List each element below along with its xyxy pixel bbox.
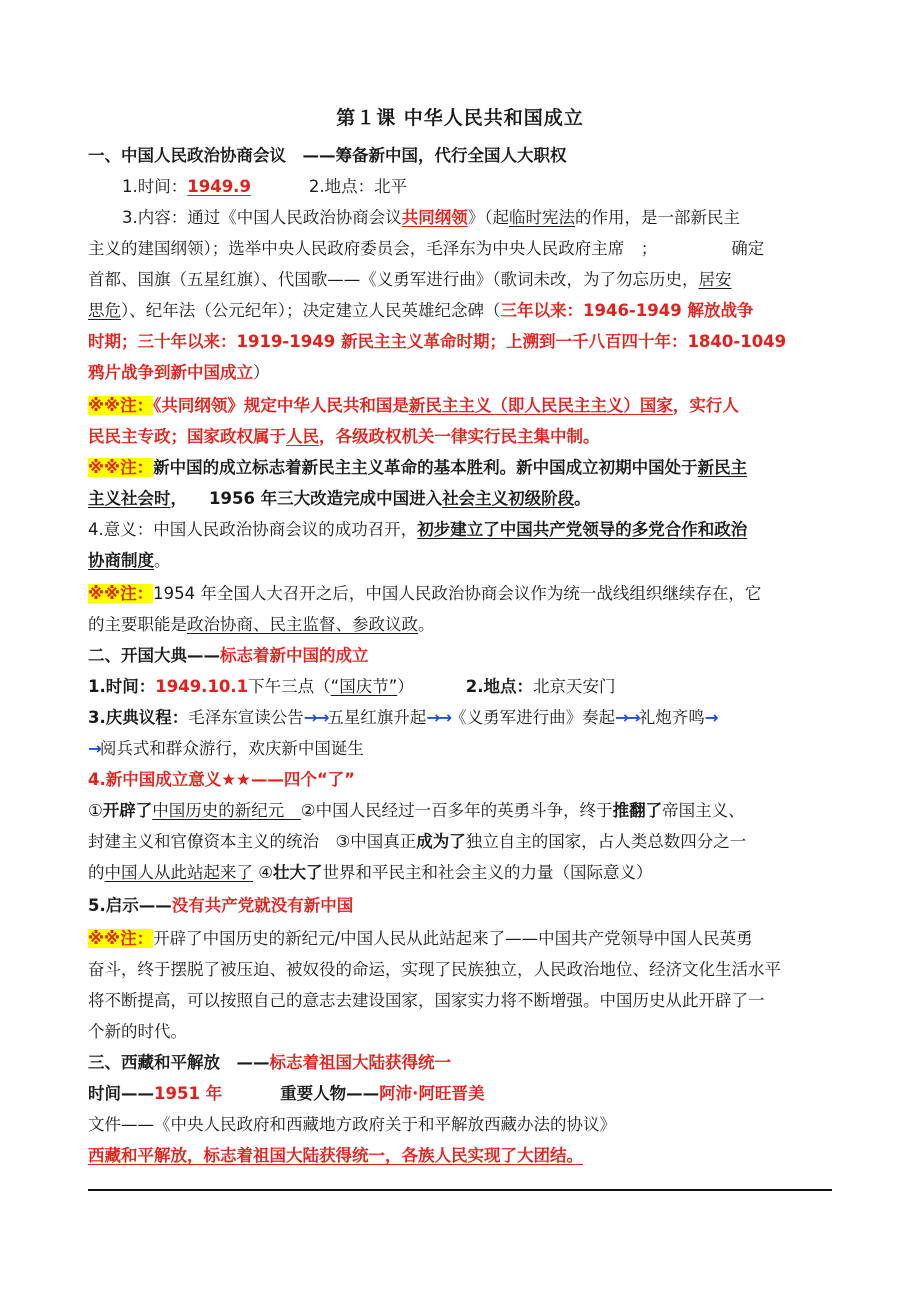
note-4-line-4: 个新的时代。 bbox=[88, 1022, 187, 1041]
significance-line-2: 封建主义和官僚资本主义的统治 ③中国真正成为了独立自主的国家，占人类总数四分之一 bbox=[88, 832, 747, 851]
note-4-line-1: ※※注：开辟了中国历史的新纪元/中国人民从此站起来了——中国共产党领导中国人民英勇 bbox=[88, 929, 753, 948]
section1-heading: 一、中国人民政治协商会议 ——筹备新中国，代行全国人大职权 bbox=[88, 146, 567, 165]
note-label: ※※注： bbox=[88, 458, 154, 477]
s3-time-person-line: 时间——1951 年 重要人物——阿沛·阿旺晋美 bbox=[88, 1084, 485, 1103]
note-4-line-2: 奋斗，终于摆脱了被压迫、被奴役的命运，实现了民族独立，人民政治地位、经济文化生活水平 bbox=[88, 960, 781, 979]
note-4-line-3: 将不断提高，可以按照自己的意志去建设国家，国家实力将不断增强。中国历史从此开辟了一 bbox=[88, 991, 765, 1010]
ceremony-agenda-line-1: 3.庆典议程：毛泽东宣读公告→→五星红旗升起→→《义勇军进行曲》奏起→→礼炮齐鸣→ bbox=[88, 708, 717, 727]
significance-line-1: ①开辟了中国历史的新纪元 ②中国人民经过一百多年的英勇斗争，终于推翻了帝国主义、 bbox=[88, 801, 745, 820]
s1-content-line-4: 思危）、纪年法（公元纪年）；决定建立人民英雄纪念碑（三年以来：1946-1949 解放战争 bbox=[88, 301, 754, 320]
note-3-line-1: ※※注：1954 年全国人大召开之后，中国人民政治协商会议作为统一战线组织继续存在，它 bbox=[88, 584, 762, 603]
page-title: 第１课 中华人民共和国成立 bbox=[336, 107, 584, 129]
note-3-line-2: 的主要职能是政治协商、民主监督、参政议政。 bbox=[88, 615, 435, 634]
arrow-right-icon: → bbox=[88, 739, 100, 758]
place-value: 北平 bbox=[374, 177, 408, 196]
section2-heading: 二、开国大典——标志着新中国的成立 bbox=[88, 646, 369, 665]
s3-document-line: 文件——《中央人民政府和西藏地方政府关于和平解放西藏办法的协议》 bbox=[88, 1115, 616, 1134]
note-2-line-2: 主义社会时， 1956 年三大改造完成中国进入社会主义初级阶段。 bbox=[88, 489, 591, 508]
s3-conclusion: 西藏和平解放，标志着祖国大陆获得统一，各族人民实现了大团结。 bbox=[88, 1146, 583, 1165]
s2-time-place-line: 1.时间：1949.10.1下午三点（“国庆节”） 2.地点：北京天安门 bbox=[88, 677, 616, 696]
note-1-line-2: 民民主专政；国家政权属于人民，各级政权机关一律实行民主集中制。 bbox=[88, 427, 600, 446]
inspiration-line: 5.启示——没有共产党就没有新中国 bbox=[88, 896, 354, 915]
s1-content-line-3: 首都、国旗（五星红旗）、代国歌——《义勇军进行曲》（歌词未改，为了勿忘历史，居安 bbox=[88, 270, 732, 289]
s1-content-line-6: 鸦片战争到新中国成立） bbox=[88, 363, 270, 382]
note-label: ※※注： bbox=[88, 396, 154, 415]
note-label: ※※注： bbox=[88, 584, 154, 603]
note-2-line-1: ※※注：新中国的成立标志着新民主主义革命的基本胜利。新中国成立初期中国处于新民主 bbox=[88, 458, 748, 477]
s1-content-line-5: 时期；三十年以来：1919-1949 新民主主义革命时期；上溯到一千八百四十年：1840-1049 bbox=[88, 332, 787, 351]
arrow-right-icon: → bbox=[704, 708, 717, 727]
s1-content-line-1: 3.内容：通过《中国人民政治协商会议共同纲领》（起临时宪法的作用，是一部新民主 bbox=[122, 208, 740, 227]
arrow-right-icon: →→ bbox=[303, 708, 328, 727]
time-value: 1949.9 bbox=[187, 177, 251, 196]
note-1-line-1: ※※注：《共同纲领》规定中华人民共和国是新民主主义（即人民民主主义）国家，实行人 bbox=[88, 396, 739, 415]
bottom-divider bbox=[88, 1189, 832, 1191]
significance-heading: 4.新中国成立意义★★——四个“了” bbox=[88, 770, 356, 789]
arrow-right-icon: →→ bbox=[426, 708, 451, 727]
note-label: ※※注： bbox=[88, 929, 154, 948]
ceremony-agenda-line-2: →阅兵式和群众游行，欢庆新中国诞生 bbox=[88, 739, 364, 758]
significance-line-3: 的中国人从此站起来了 ④壮大了世界和平民主和社会主义的力量（国际意义） bbox=[88, 863, 653, 882]
place-label: 2.地点： bbox=[308, 177, 375, 196]
time-label: 1.时间： bbox=[122, 177, 188, 196]
meaning-line-2: 协商制度。 bbox=[88, 551, 171, 570]
s1-time-place-line bbox=[122, 176, 407, 198]
arrow-right-icon: →→ bbox=[615, 708, 639, 727]
section3-heading: 三、西藏和平解放 ——标志着祖国大陆获得统一 bbox=[88, 1053, 451, 1072]
s1-content-line-2: 主义的建国纲领）；选举中央人民政府委员会，毛泽东为中央人民政府主席 ； 确定 bbox=[88, 239, 765, 258]
meaning-line-1: 4.意义：中国人民政治协商会议的成功召开，初步建立了中国共产党领导的多党合作和政治 bbox=[88, 520, 748, 539]
